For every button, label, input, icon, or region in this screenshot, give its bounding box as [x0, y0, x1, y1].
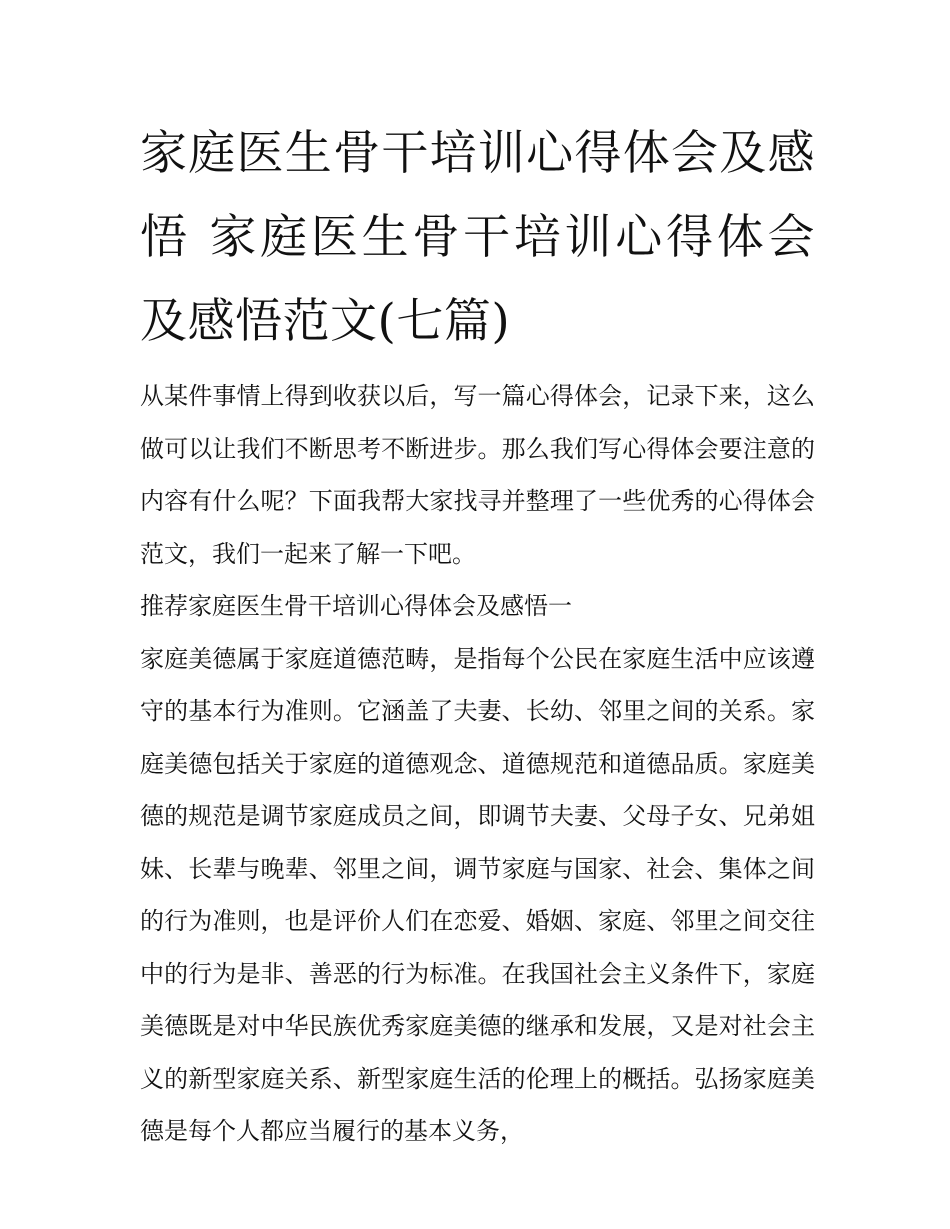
section-heading: 推荐家庭医生骨干培训心得体会及感悟一	[140, 592, 572, 620]
body-paragraph: 家庭美德属于家庭道德范畴，是指每个公民在家庭生活中应该遵守的基本行为准则。它涵盖了夫妻、长幼、邻里之间的关系。家庭美德包括关于家庭的道德观念、道德规范和道德品质。家庭美德的规范是调节家庭成员之间，即调节夫妻、父母子女、兄弟姐妹、长辈与晚辈、邻里之间，调节家庭与国家、社会、集体之间的行为准则，也是评价人们在恋爱、婚姻、家庭、邻里之间交往中的行为是非、善恶的行为标准。在我国社会主义条件下，家庭美德既是对中华民族优秀家庭美德的继承和发展，又是对社会主义的新型家庭关系、新型家庭生活的伦理上的概括。弘扬家庭美德是每个人都应当履行的基本义务，	[140, 644, 815, 1145]
intro-paragraph: 从某件事情上得到收获以后，写一篇心得体会，记录下来，这么做可以让我们不断思考不断进步。那么我们写心得体会要注意的内容有什么呢？下面我帮大家找寻并整理了一些优秀的心得体会范文，我们一起来了解一下吧。	[140, 382, 815, 568]
document-title: 家庭医生骨干培训心得体会及感悟 家庭医生骨干培训心得体会及感悟范文(七篇)	[140, 126, 815, 349]
document-page	[140, 112, 815, 1158]
